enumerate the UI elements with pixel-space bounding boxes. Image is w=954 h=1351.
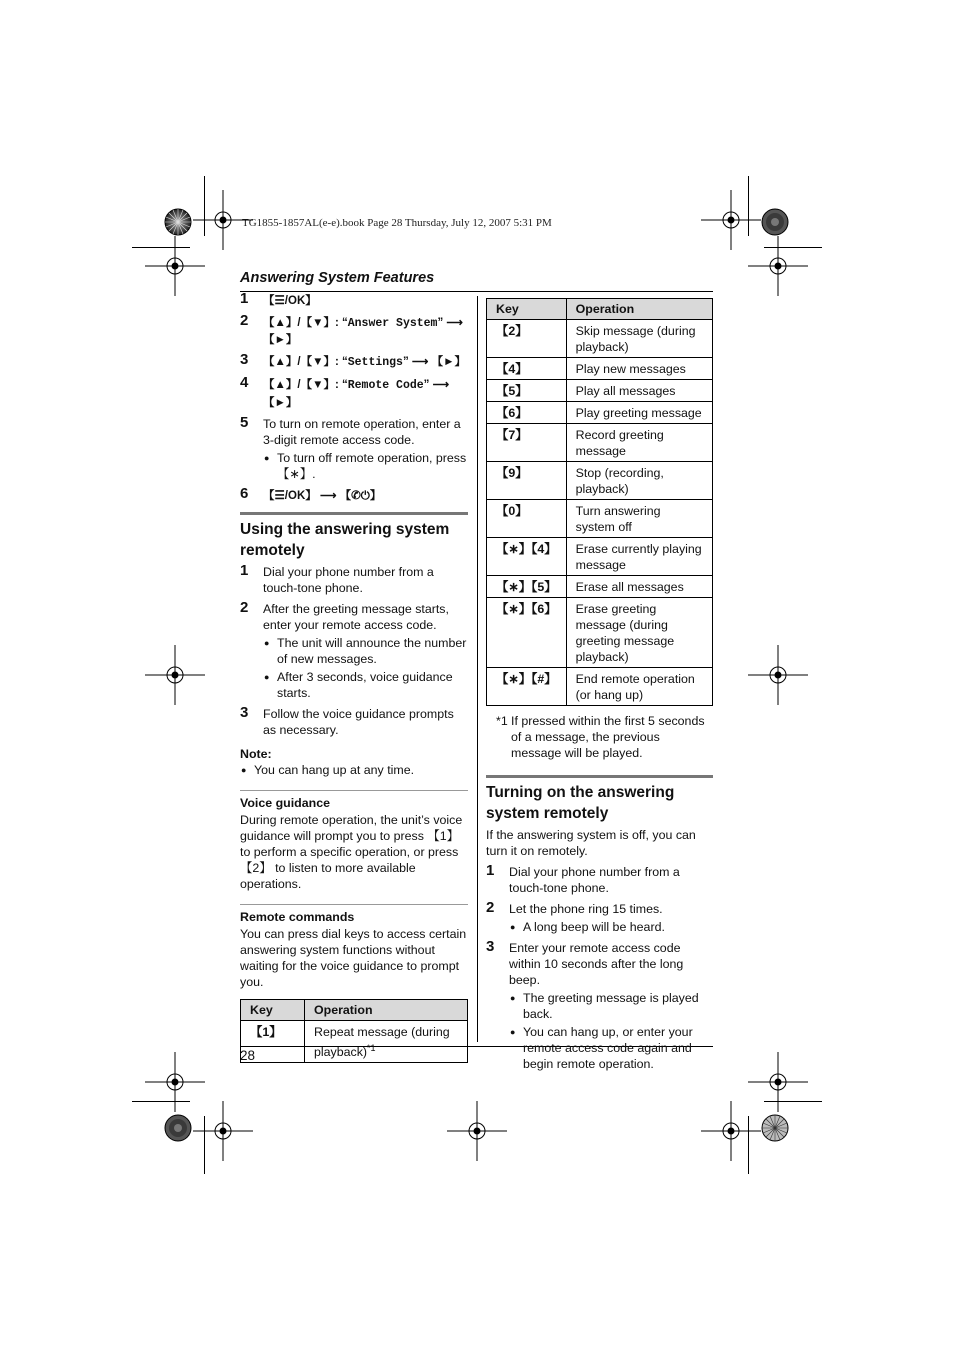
key-sequence-part: 【►】	[263, 334, 298, 346]
bullet-item: ● The greeting message is played back.	[509, 990, 713, 1022]
table-row	[487, 380, 713, 402]
key-cell: 【6】	[487, 402, 567, 424]
remote-commands-table	[240, 999, 468, 1063]
table-row	[487, 598, 713, 668]
note-item: ● You can hang up at any time.	[240, 762, 468, 778]
key-sequence	[263, 379, 449, 409]
key-sequence-part: 【▲】/【▼】: “	[263, 317, 348, 329]
footnote-mark: *1	[496, 714, 508, 728]
registration-crosshair-icon	[748, 236, 808, 296]
key-cell: 【0】	[487, 500, 567, 538]
table-row	[241, 1021, 468, 1063]
step-text: To turn on remote operation, enter a 3-digit remote access code.	[263, 417, 461, 447]
table-header-row	[241, 1000, 468, 1021]
heading-rule	[240, 512, 468, 515]
key-sequence	[263, 317, 463, 329]
crop-line	[132, 1101, 190, 1102]
step	[240, 416, 468, 482]
step-number: 2	[240, 312, 249, 329]
table-row	[487, 500, 713, 538]
key-sequence	[263, 356, 466, 368]
key-cell: 【7】	[487, 424, 567, 462]
step	[240, 353, 468, 371]
key-cell: 【2】	[487, 320, 567, 358]
table-row	[487, 358, 713, 380]
operation-cell: Erase all messages	[566, 576, 712, 598]
table-row	[487, 424, 713, 462]
section-heading: Using the answering system remotely	[240, 521, 450, 559]
heading-rule	[486, 775, 713, 778]
key-sequence-part: 【▲】/【▼】: “	[263, 356, 348, 368]
step	[240, 601, 468, 701]
key-cell: 【5】	[487, 380, 567, 402]
table-row	[487, 462, 713, 500]
step-number: 5	[240, 414, 249, 431]
table-row	[487, 576, 713, 598]
crop-line	[204, 1116, 205, 1174]
right-column	[486, 298, 713, 1077]
remote-commands-table-continued	[486, 298, 713, 706]
step	[240, 564, 468, 596]
registration-crosshair-icon	[145, 236, 205, 296]
step-number: 3	[240, 704, 249, 721]
column-header: Operation	[566, 299, 712, 320]
registration-sunburst-icon	[164, 208, 192, 236]
operation-cell: Play all messages	[566, 380, 712, 402]
operation-cell: End remote operation (or hang up)	[566, 668, 712, 706]
step-number: 3	[240, 351, 249, 368]
crop-line	[764, 247, 822, 248]
registration-sunburst-icon	[761, 208, 789, 236]
step-number: 4	[240, 374, 249, 391]
operation-cell: Record greeting message	[566, 424, 712, 462]
step-number: 2	[486, 899, 495, 916]
operation-cell: Skip message (during playback)	[566, 320, 712, 358]
column-divider	[477, 296, 478, 1042]
note-label: Note:	[240, 747, 272, 761]
operation-cell: Erase currently playing message	[566, 538, 712, 576]
key-sequence: 【☰/OK】	[263, 295, 317, 307]
registration-sunburst-icon	[761, 1114, 789, 1142]
registration-crosshair-icon	[748, 645, 808, 705]
step-number: 1	[240, 290, 249, 307]
registration-sunburst-icon	[164, 1114, 192, 1142]
operation-cell: Play new messages	[566, 358, 712, 380]
table-row	[487, 538, 713, 576]
subheading-voice-guidance: Voice guidance	[240, 796, 330, 810]
step-text: Enter your remote access code within 10 seconds after the long beep.	[509, 941, 684, 987]
key-sequence-part: ” ⟶	[437, 317, 463, 329]
key-sequence-part: 【▲】/【▼】: “	[263, 379, 348, 391]
crop-line	[132, 247, 190, 248]
registration-crosshair-icon	[193, 1101, 253, 1161]
key-sequence: 【☰/OK】 ⟶ 【✆⏻】	[263, 490, 382, 502]
step-text: Dial your phone number from a touch-tone phone.	[509, 865, 680, 895]
footnote-ref: *1	[367, 1043, 376, 1053]
key-cell: 【4】	[487, 358, 567, 380]
paragraph: During remote operation, the unit’s voice guidance will prompt you to press 【1】 to perform a specific operation, or press 【2】 to listen to more available operations.	[240, 813, 463, 891]
bullet-item: ● To turn off remote operation, press 【∗】.	[263, 450, 468, 482]
step	[240, 706, 468, 738]
paragraph: If the answering system is off, you can turn it on remotely.	[486, 828, 696, 858]
step-text: Follow the voice guidance prompts as necessary.	[263, 707, 454, 737]
key-cell: 【∗】【6】	[487, 598, 567, 668]
step	[240, 487, 468, 504]
table-header-row	[487, 299, 713, 320]
step-number: 6	[240, 485, 249, 502]
registration-crosshair-icon	[145, 645, 205, 705]
step-text: Let the phone ring 15 times.	[509, 902, 663, 916]
step-text: Dial your phone number from a touch-tone phone.	[263, 565, 434, 595]
print-header: TG1855-1857AL(e-e).book Page 28 Thursday, July 12, 2007 5:31 PM	[242, 217, 552, 229]
crop-line	[204, 176, 205, 236]
section-heading: Turning on the answering system remotely	[486, 784, 675, 822]
step	[486, 901, 713, 935]
table-row	[487, 668, 713, 706]
bullet-item: ● After 3 seconds, voice guidance starts.	[263, 669, 468, 701]
step-number: 3	[486, 938, 495, 955]
key-cell: 【∗】【4】	[487, 538, 567, 576]
page-number: 28	[240, 1048, 256, 1063]
crop-line	[764, 1101, 822, 1102]
key-cell: 【1】	[241, 1021, 305, 1063]
bullet-item: ● A long beep will be heard.	[509, 919, 713, 935]
key-cell: 【∗】【5】	[487, 576, 567, 598]
bullet-item: ● You can hang up, or enter your remote access code again and begin remote operation.	[509, 1024, 713, 1072]
divider	[240, 904, 468, 905]
divider	[240, 790, 468, 791]
table-row	[487, 402, 713, 424]
operation-cell: Play greeting message	[566, 402, 712, 424]
key-sequence-part: ” ⟶ 【►】	[263, 379, 450, 409]
step	[240, 376, 468, 411]
bullet-item: ● The unit will announce the number of new messages.	[263, 635, 468, 667]
operation-text: Repeat message (during playback)	[314, 1025, 450, 1060]
display-menu-item: Remote Code	[347, 379, 424, 392]
column-header: Key	[241, 1000, 305, 1021]
step-number: 1	[240, 562, 249, 579]
registration-crosshair-icon	[447, 1101, 507, 1161]
operation-cell: Turn answering system off	[566, 500, 712, 538]
display-menu-item: Settings	[347, 356, 403, 369]
display-menu-item: Answer System	[347, 317, 438, 330]
crop-line	[748, 176, 749, 236]
left-column	[240, 292, 468, 1063]
step	[486, 864, 713, 896]
footnote-text: If pressed within the first 5 seconds of a message, the previous message will be played.	[511, 714, 705, 760]
operation-cell: Erase greeting message (during greeting message playback)	[566, 598, 712, 668]
step	[240, 314, 468, 348]
section-header: Answering System Features	[240, 270, 435, 286]
step-text: After the greeting message starts, enter your remote access code.	[263, 602, 449, 632]
step	[240, 292, 468, 309]
table-row	[487, 320, 713, 358]
subheading-remote-commands: Remote commands	[240, 910, 355, 924]
step-number: 2	[240, 599, 249, 616]
paragraph: You can press dial keys to access certain answering system functions without waiting for the voice guidance to prompt you.	[240, 927, 467, 989]
key-cell: 【∗】【#】	[487, 668, 567, 706]
column-header: Key	[487, 299, 567, 320]
registration-crosshair-icon	[701, 1101, 761, 1161]
key-sequence-part: ” ⟶ 【►】	[402, 356, 466, 368]
step-number: 1	[486, 862, 495, 879]
operation-cell	[305, 1021, 468, 1063]
crop-line	[748, 1116, 749, 1174]
key-cell: 【9】	[487, 462, 567, 500]
operation-cell: Stop (recording, playback)	[566, 462, 712, 500]
column-header: Operation	[305, 1000, 468, 1021]
footnote	[486, 713, 713, 761]
step	[486, 940, 713, 1072]
